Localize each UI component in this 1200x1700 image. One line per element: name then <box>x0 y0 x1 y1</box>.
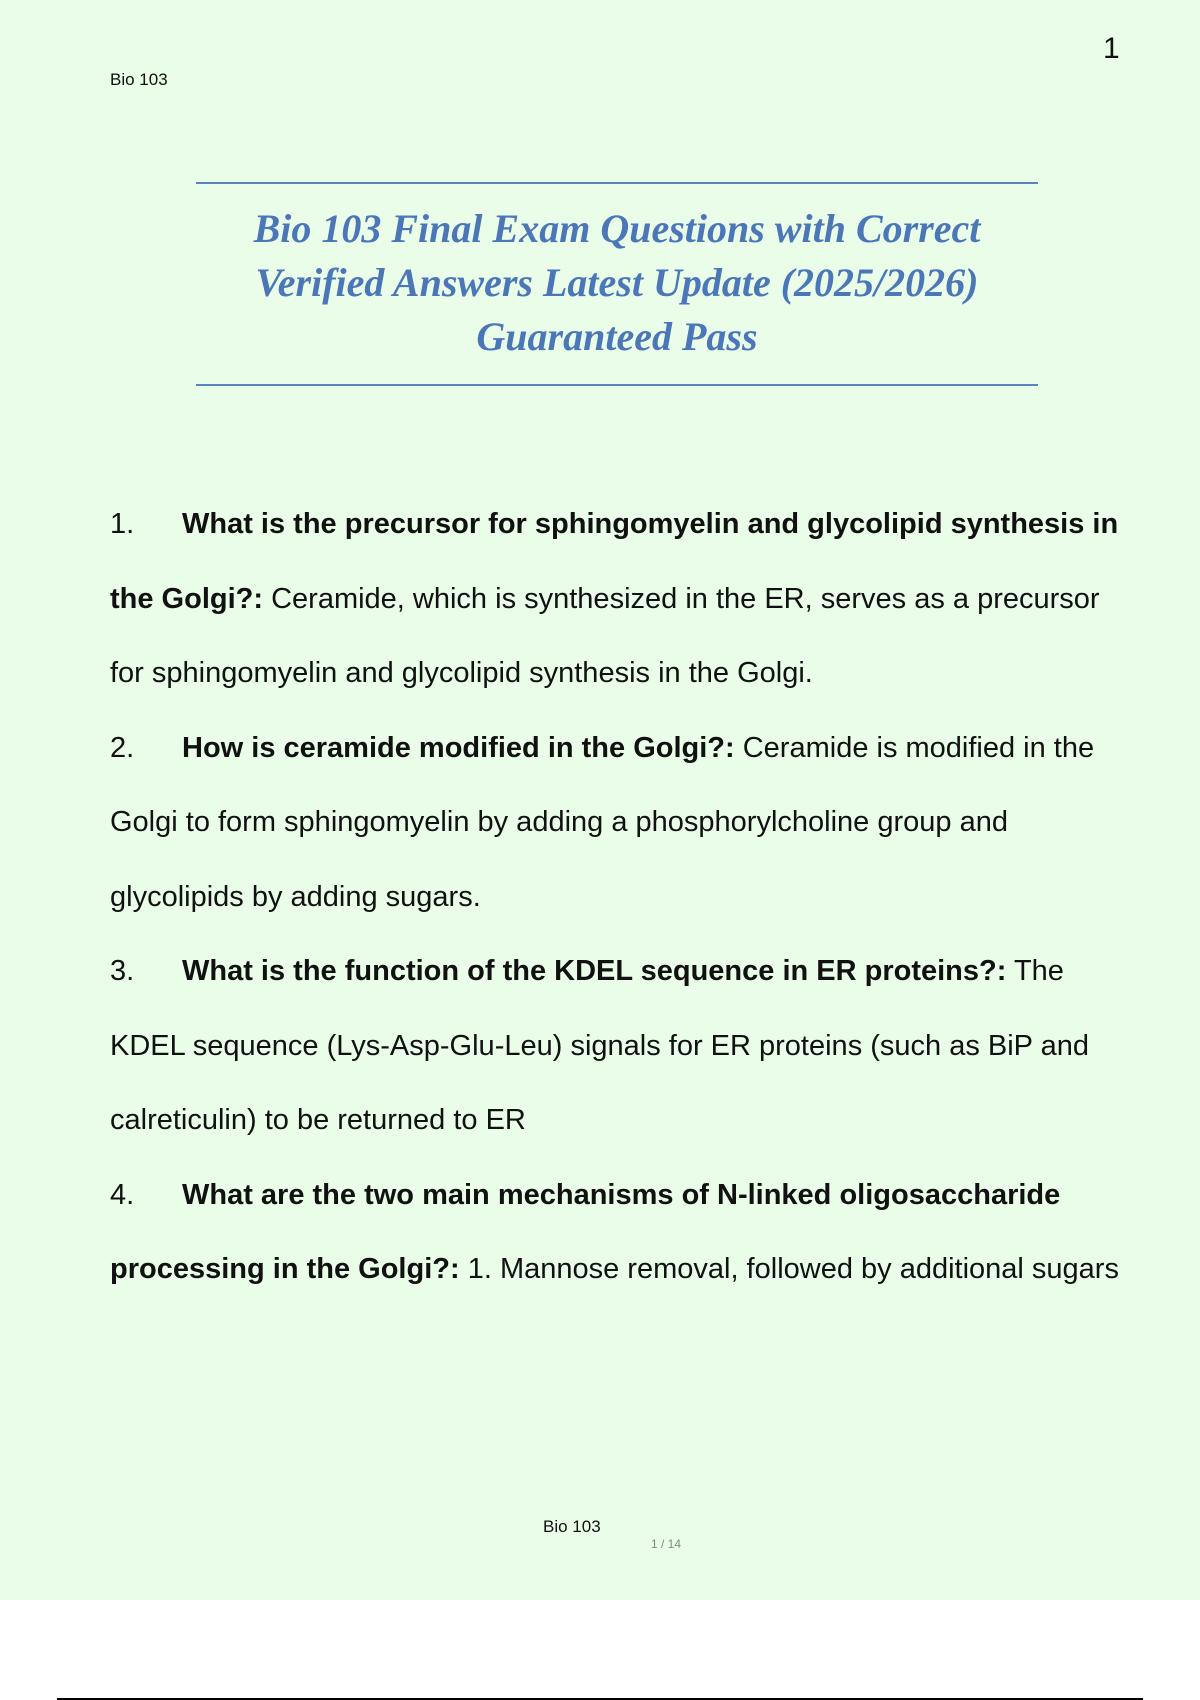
question-number: 2. <box>110 731 135 764</box>
list-item <box>110 1158 1130 1307</box>
title-rule-bottom <box>196 384 1038 386</box>
answer-text: The KDEL sequence (Lys-Asp-Glu-Leu) signals for ER proteins (such as BiP and calreticulin) to be returned to ER <box>110 955 1089 1136</box>
list-item <box>110 934 1130 1158</box>
answer-text: Ceramide, which is synthesized in the ER, serves as a precursor for sphingomyelin and glycolipid synthesis in the Golgi. <box>110 582 1100 689</box>
answer-text: 1. Mannose removal, followed by additional sugars <box>467 1253 1119 1285</box>
page-number: 1 <box>1103 32 1120 65</box>
question-number: 1. <box>110 508 135 540</box>
document-title: Bio 103 Final Exam Questions with Correct Verified Answers Latest Update (2025/2026) Guaranteed Pass <box>253 206 981 359</box>
title-rule-top <box>196 182 1038 184</box>
list-item <box>110 711 1130 935</box>
question-text: What are the two main mechanisms of N-linked oligosaccharide processing in the Golgi?: <box>110 1178 1061 1285</box>
question-text: What is the precursor for sphingomyelin and glycolipid synthesis in the Golgi?: <box>110 508 1119 615</box>
question-number: 3. <box>110 955 135 987</box>
list-item <box>110 487 1130 711</box>
running-footer: Bio 103 <box>543 1517 601 1536</box>
page-count-indicator: 1 / 14 <box>651 1537 682 1551</box>
question-list <box>110 487 1130 1307</box>
question-text: How is ceramide modified in the Golgi?: <box>182 731 735 764</box>
answer-text: Ceramide is modified in the Golgi to form sphingomyelin by adding a phosphorylcholine group and glycolipids by adding sugars. <box>110 731 1095 913</box>
question-text: What is the function of the KDEL sequence in ER proteins?: <box>182 955 1007 987</box>
question-number: 4. <box>110 1178 135 1211</box>
running-header: Bio 103 <box>110 70 168 89</box>
